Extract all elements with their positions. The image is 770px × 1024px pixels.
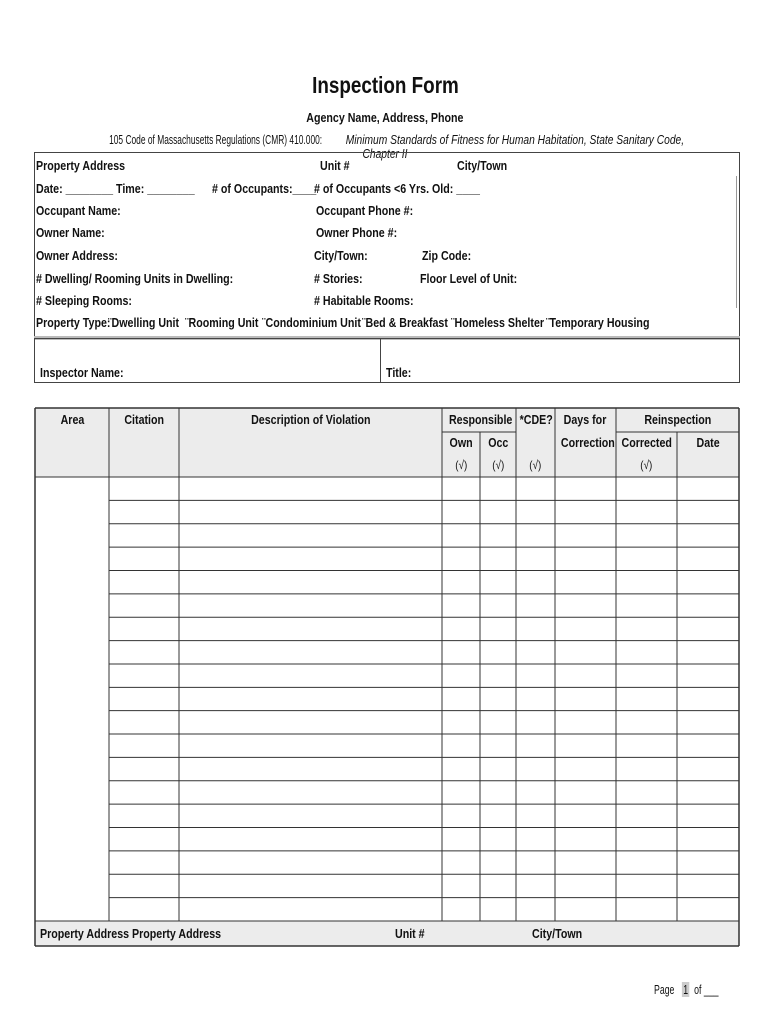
page-of: of ___	[694, 982, 719, 997]
current-page: 1	[683, 982, 689, 997]
property-type-label: Property Type:	[36, 315, 111, 330]
page-number	[654, 982, 739, 997]
col-days-header-2: Correction	[560, 435, 615, 450]
regulation-title: Minimum Standards of Fitness for Human Habitation, State Sanitary Code, Chapter II	[345, 133, 685, 161]
col-occ-header: Occ	[487, 435, 509, 450]
col-area-header: Area	[60, 412, 84, 427]
habitable-rooms-field[interactable]: # Habitable Rooms:	[314, 293, 414, 308]
property-address-label: Property Address	[36, 158, 126, 173]
inspector-title-field[interactable]: Title:	[386, 365, 412, 380]
col-citation-header: Citation	[124, 412, 164, 427]
city-town-label: City/Town	[457, 158, 508, 173]
occupant-phone-field[interactable]: Occupant Phone #:	[316, 203, 414, 218]
regulation-prefix: 105 Code of Massachusetts Regulations (CMR) 410.000:	[109, 133, 323, 147]
col-responsible-header: Responsible	[448, 412, 513, 427]
zip-code-field[interactable]: Zip Code:	[422, 248, 472, 263]
checkbox-condominium-unit[interactable]: ¨Condominium Unit	[262, 315, 361, 330]
dwelling-units-field[interactable]: # Dwelling/ Rooming Units in Dwelling:	[36, 271, 234, 286]
occupant-name-field[interactable]: Occupant Name:	[36, 203, 121, 218]
col-reinspection-header: Reinspection	[644, 412, 711, 427]
form-title: Inspection Form	[311, 72, 459, 98]
occ-check-hint: (√)	[492, 458, 504, 472]
grid-lines	[35, 408, 739, 946]
floor-level-field[interactable]: Floor Level of Unit:	[420, 271, 518, 286]
col-corrected-header: Corrected	[621, 435, 672, 450]
checkbox-temporary-housing[interactable]: ¨Temporary Housing	[546, 315, 650, 330]
col-own-header: Own	[449, 435, 473, 450]
checkbox-homeless-shelter[interactable]: ¨Homeless Shelter	[451, 315, 545, 330]
page-label: Page	[654, 982, 675, 997]
footer-city-town: City/Town	[532, 926, 583, 941]
cde-check-hint: (√)	[529, 458, 542, 472]
owner-phone-field[interactable]: Owner Phone #:	[316, 225, 398, 240]
checkbox-rooming-unit[interactable]: ¨Rooming Unit	[185, 315, 259, 330]
unit-label: Unit #	[320, 158, 350, 173]
date-time-field[interactable]: Date: ________ Time: ________	[36, 181, 195, 196]
col-description-header: Description of Violation	[250, 412, 371, 427]
checkbox-bed-breakfast[interactable]: ¨Bed & Breakfast	[362, 315, 448, 330]
occupants-field[interactable]: # of Occupants:____	[212, 181, 317, 196]
agency-line: Agency Name, Address, Phone	[306, 110, 464, 125]
owner-address-field[interactable]: Owner Address:	[36, 248, 118, 263]
owner-city-field[interactable]: City/Town:	[314, 248, 368, 263]
owner-name-field[interactable]: Owner Name:	[36, 225, 105, 240]
checkbox-dwelling-unit[interactable]: ¨Dwelling Unit	[108, 315, 180, 330]
col-cde-header: *CDE?	[519, 412, 553, 427]
sleeping-rooms-field[interactable]: # Sleeping Rooms:	[36, 293, 132, 308]
own-check-hint: (√)	[455, 458, 467, 472]
occupants-under6-field[interactable]: # of Occupants <6 Yrs. Old: ____	[314, 181, 480, 196]
inspector-name-field[interactable]: Inspector Name:	[40, 365, 124, 380]
corrected-check-hint: (√)	[640, 458, 653, 472]
col-days-header-1: Days for	[564, 412, 607, 427]
stories-field[interactable]: # Stories:	[314, 271, 363, 286]
col-date-header: Date	[696, 435, 720, 450]
footer-property-address: Property Address Property Address	[40, 926, 222, 941]
footer-unit: Unit #	[395, 926, 425, 941]
